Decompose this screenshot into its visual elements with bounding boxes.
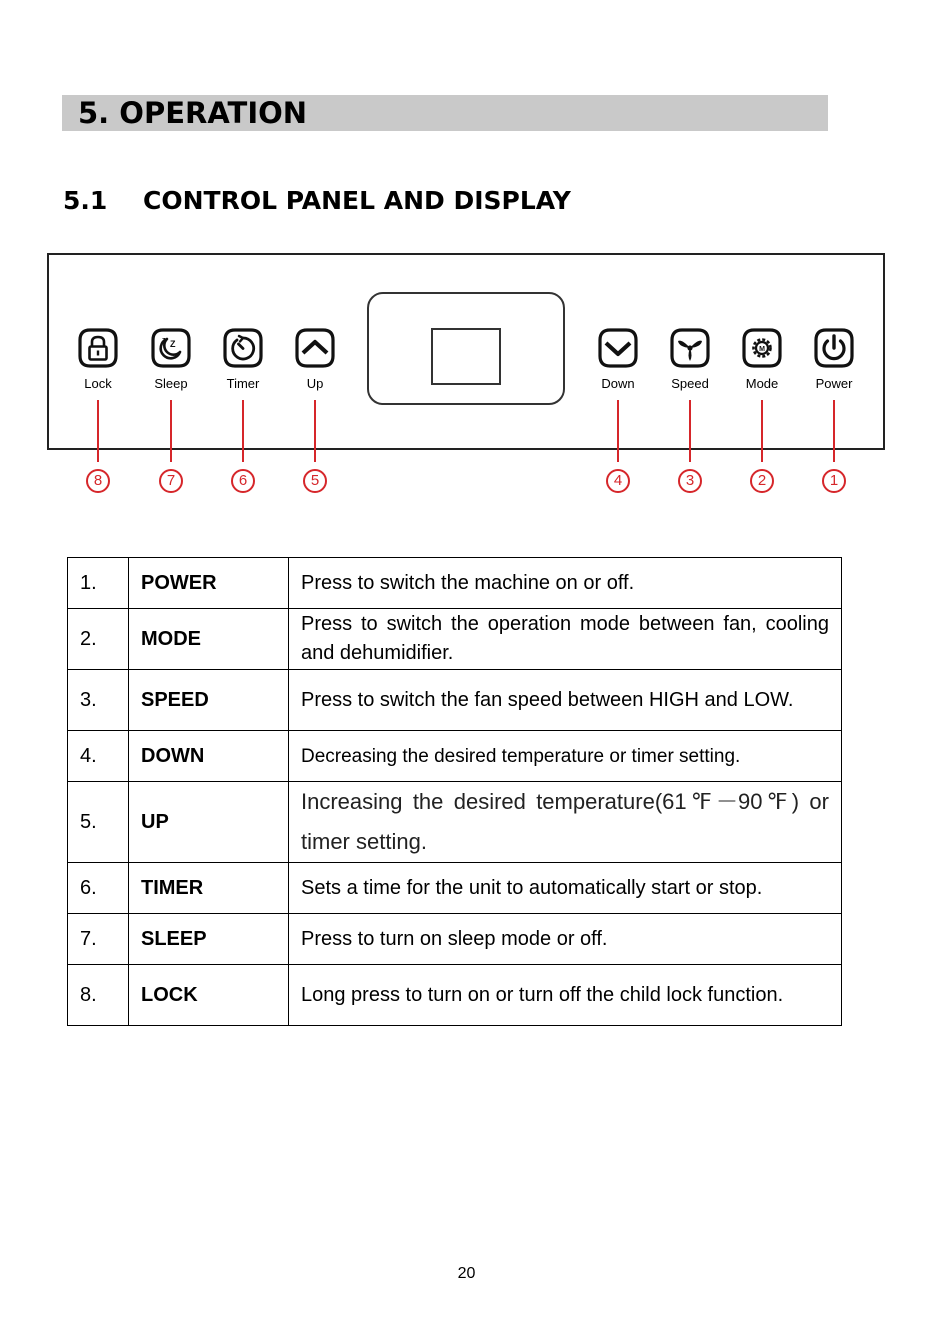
- table-row: [68, 782, 842, 863]
- chevron-up-icon: [294, 327, 336, 369]
- callout-leader-1: [833, 400, 835, 462]
- row-description: Press to switch the machine on or off.: [289, 558, 842, 609]
- section-header-bar: [62, 95, 828, 131]
- callout-7: 7: [159, 469, 183, 493]
- row-number: 4.: [68, 731, 129, 782]
- callout-4: 4: [606, 469, 630, 493]
- timer-label: Timer: [226, 376, 260, 391]
- sleep-button[interactable]: [150, 327, 192, 369]
- row-control-name: SLEEP: [129, 914, 289, 965]
- lock-icon: [77, 327, 119, 369]
- page-number: 20: [457, 1265, 476, 1282]
- callout-3: 3: [678, 469, 702, 493]
- down-button[interactable]: [597, 327, 639, 369]
- callout-leader-6: [242, 400, 244, 462]
- table-row: [68, 914, 842, 965]
- svg-text:M: M: [759, 346, 765, 353]
- row-description: Press to switch the fan speed between HIGH and LOW.: [289, 670, 842, 731]
- callout-8: 8: [86, 469, 110, 493]
- row-description: Press to turn on sleep mode or off.: [289, 914, 842, 965]
- table-row: [68, 731, 842, 782]
- control-function-table: [67, 557, 842, 1026]
- row-description: Long press to turn on or turn off the child lock function.: [289, 965, 842, 1026]
- down-label: Down: [601, 376, 635, 391]
- row-control-name: SPEED: [129, 670, 289, 731]
- row-description: Sets a time for the unit to automatically start or stop.: [289, 863, 842, 914]
- subsection-title: CONTROL PANEL AND DISPLAY: [143, 186, 571, 215]
- power-button[interactable]: [813, 327, 855, 369]
- up-button[interactable]: [294, 327, 336, 369]
- callout-leader-2: [761, 400, 763, 462]
- mode-button[interactable]: [741, 327, 783, 369]
- row-control-name: UP: [129, 782, 289, 863]
- speed-label: Speed: [671, 376, 709, 391]
- chevron-down-icon: [597, 327, 639, 369]
- table-row: [68, 670, 842, 731]
- power-icon: [813, 327, 855, 369]
- row-number: 2.: [68, 609, 129, 670]
- table-row: [68, 609, 842, 670]
- speed-button[interactable]: [669, 327, 711, 369]
- fan-icon: [669, 327, 711, 369]
- up-label: Up: [306, 376, 324, 391]
- timer-button[interactable]: [222, 327, 264, 369]
- mode-icon: [741, 327, 783, 369]
- row-control-name: LOCK: [129, 965, 289, 1026]
- row-number: 3.: [68, 670, 129, 731]
- callout-leader-8: [97, 400, 99, 462]
- callout-leader-7: [170, 400, 172, 462]
- row-description: Press to switch the operation mode between fan, cooling and dehumidifier.: [289, 609, 842, 670]
- svg-text:z: z: [162, 337, 166, 344]
- display-screen: [431, 328, 501, 385]
- subsection-number: 5.1: [63, 186, 108, 215]
- table-row: [68, 863, 842, 914]
- row-number: 8.: [68, 965, 129, 1026]
- row-description: Decreasing the desired temperature or timer setting.: [289, 731, 842, 782]
- callout-5: 5: [303, 469, 327, 493]
- row-number: 5.: [68, 782, 129, 863]
- row-control-name: MODE: [129, 609, 289, 670]
- lock-label: Lock: [84, 376, 112, 391]
- row-control-name: TIMER: [129, 863, 289, 914]
- callout-leader-3: [689, 400, 691, 462]
- callout-1: 1: [822, 469, 846, 493]
- callout-6: 6: [231, 469, 255, 493]
- timer-icon: [222, 327, 264, 369]
- lock-button[interactable]: [77, 327, 119, 369]
- sleep-icon: [150, 327, 192, 369]
- section-title: 5. OPERATION: [78, 96, 308, 130]
- table-row: [68, 965, 842, 1026]
- callout-2: 2: [750, 469, 774, 493]
- power-label: Power: [815, 376, 853, 391]
- svg-text:Z: Z: [170, 339, 176, 349]
- row-number: 1.: [68, 558, 129, 609]
- callout-leader-5: [314, 400, 316, 462]
- row-control-name: POWER: [129, 558, 289, 609]
- row-number: 6.: [68, 863, 129, 914]
- callout-leader-4: [617, 400, 619, 462]
- row-number: 7.: [68, 914, 129, 965]
- table-row: [68, 558, 842, 609]
- mode-label: Mode: [745, 376, 779, 391]
- row-description: Increasing the desired temperature(61℉－90℉) or timer setting.: [289, 782, 842, 863]
- row-control-name: DOWN: [129, 731, 289, 782]
- sleep-label: Sleep: [154, 376, 188, 391]
